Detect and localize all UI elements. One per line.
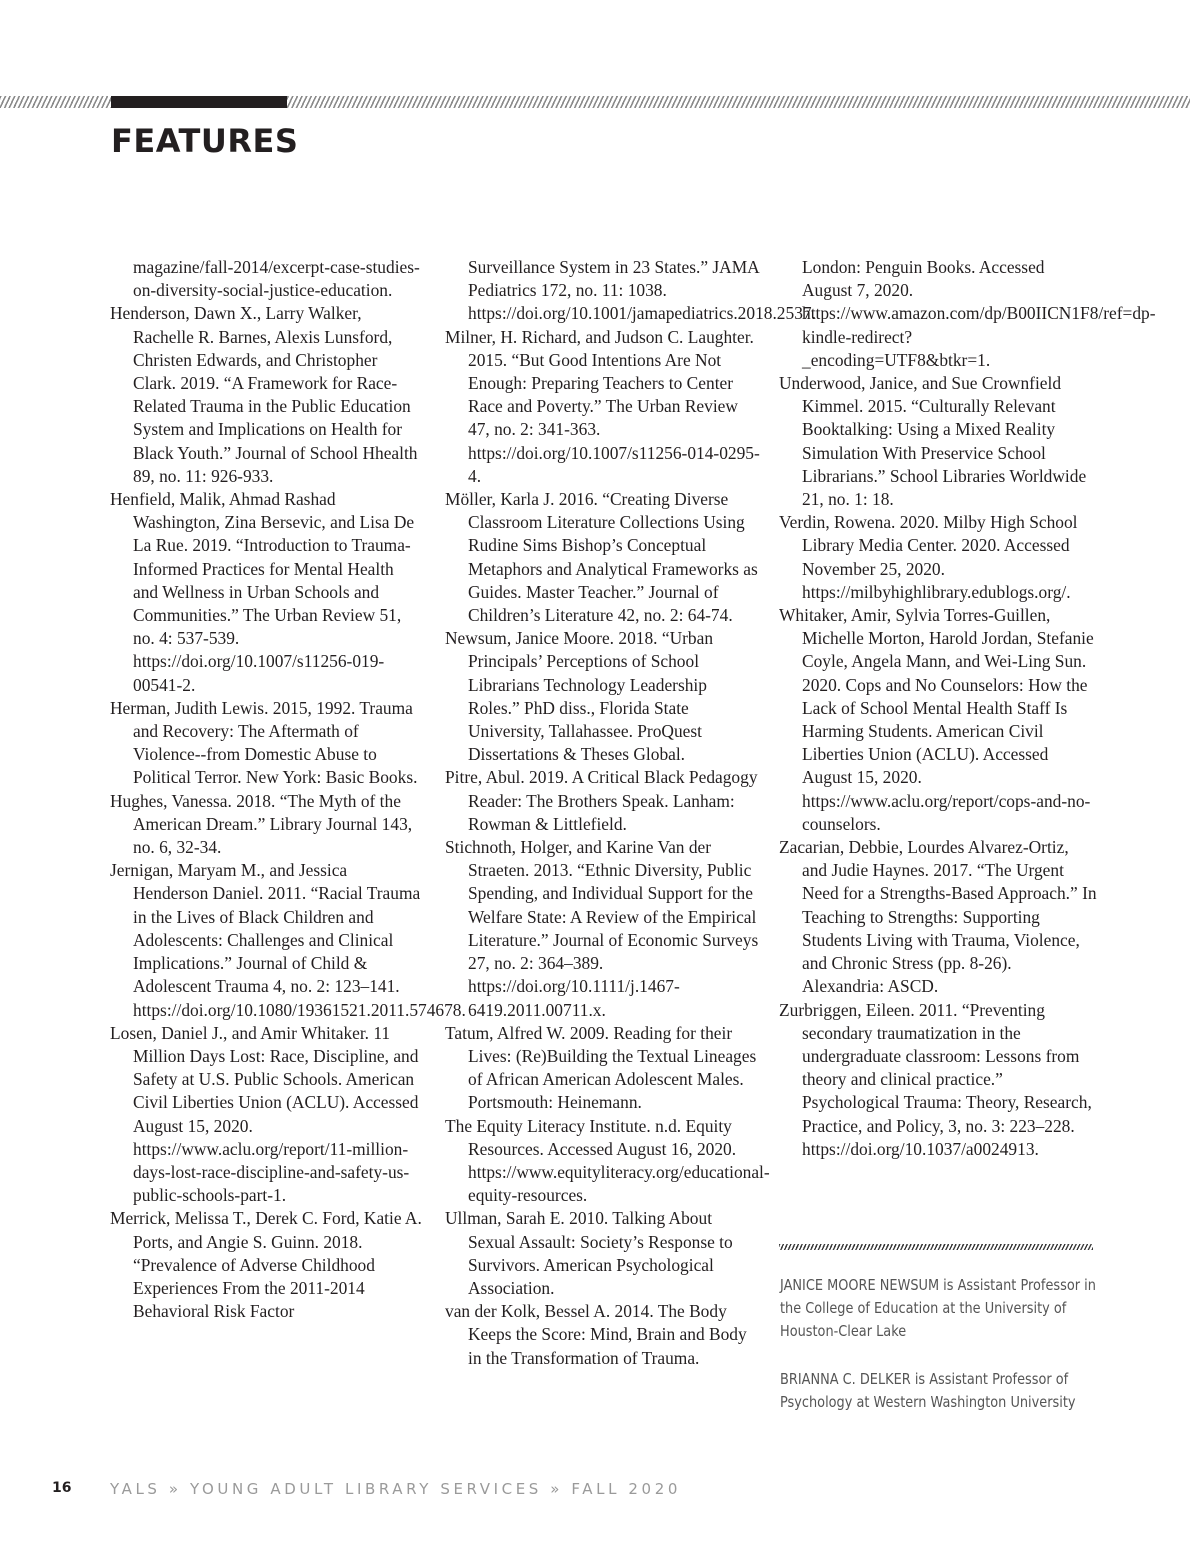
reference-entry: Jernigan, Maryam M., and Jessica Henderson Daniel. 2011. “Racial Trauma in the Lives of Black Children and Adolescents: Challenges and Clinical Implications.” Journal of Child & Adolescent Trauma 4, no. 2: 123–141. https://doi.org/10.1080/19361521.2011.574678.	[110, 860, 466, 1020]
reference-entry: Henderson, Dawn X., Larry Walker, Rachelle R. Barnes, Alexis Lunsford, Christen Edwards, and Christopher Clark. 2019. “A Framework for Race-Related Trauma in the Public Education System and Implications on Health for Black Youth.” Journal of School Hhealth 89, no. 11: 926-933.	[110, 303, 418, 486]
references-column-2	[445, 256, 816, 1370]
reference-entry: Pitre, Abul. 2019. A Critical Black Pedagogy Reader: The Brothers Speak. Lanham: Rowman & Littlefield.	[445, 767, 758, 834]
reference-entry: Zurbriggen, Eileen. 2011. “Preventing secondary traumatization in the undergraduate classroom: Lessons from theory and clinical practice.” Psychological Trauma: Theory, Research, Practice, and Policy, 3, no. 3: 223–228. https://doi.org/10.1037/a0024913.	[779, 999, 1092, 1159]
reference-entry: The Equity Literacy Institute. n.d. Equity Resources. Accessed August 16, 2020. https://www.equityliteracy.org/educational-equity-resources.	[445, 1115, 770, 1206]
reference-entry: Herman, Judith Lewis. 2015, 1992. Trauma and Recovery: The Aftermath of Violence--from Domestic Abuse to Political Terror. New York: Basic Books.	[110, 697, 418, 788]
header-accent-bar	[111, 96, 287, 108]
page-number: 16	[52, 1480, 72, 1496]
reference-entry: Merrick, Melissa T., Derek C. Ford, Katie A. Ports, and Angie S. Guinn. 2018. “Prevalence of Adverse Childhood Experiences From the 2011-2014 Behavioral Risk Factor	[110, 1208, 422, 1322]
reference-entry: Zacarian, Debbie, Lourdes Alvarez-Ortiz, and Judie Haynes. 2017. “The Urgent Need for a Strengths-Based Approach.” In Teaching to Strengths: Supporting Students Living with Trauma, Violence, and Chronic Stress (pp. 8-26). Alexandria: ASCD.	[779, 837, 1097, 997]
reference-entry: London: Penguin Books. Accessed August 7, 2020. https://www.amazon.com/dp/B00IICN1F8/ref=dp-kindle-redirect?_encoding=UTF8&btkr=1.	[802, 257, 1156, 370]
reference-entry: Verdin, Rowena. 2020. Milby High School Library Media Center. 2020. Accessed November 25, 2020. https://milbyhighlibrary.edublogs.org/.	[779, 512, 1078, 602]
author-bio: BRIANNA C. DELKER is Assistant Professor of Psychology at Western Washington University	[780, 1370, 1076, 1412]
references-column-3	[779, 256, 1156, 1161]
author-bio: JANICE MOORE NEWSUM is Assistant Professor in the College of Education at the University of Houston-Clear Lake	[780, 1276, 1096, 1341]
reference-entry: Tatum, Alfred W. 2009. Reading for their Lives: (Re)Building the Textual Lineages of African American Adolescent Males. Portsmouth: Heinemann.	[445, 1022, 757, 1113]
reference-entry: Hughes, Vanessa. 2018. “The Myth of the American Dream.” Library Journal 143, no. 6, 32-34.	[110, 790, 413, 858]
page-footer	[0, 1478, 1200, 1504]
reference-entry: Ullman, Sarah E. 2010. Talking About Sexual Assault: Society’s Response to Survivors. American Psychological Association.	[445, 1208, 733, 1298]
running-title: YALS » YOUNG ADULT LIBRARY SERVICES » FALL 2020	[110, 1480, 681, 1498]
section-title: FEATURES	[111, 122, 299, 160]
reference-entry: Stichnoth, Holger, and Karine Van der Straeten. 2013. “Ethnic Diversity, Public Spending, and Individual Support for the Welfare State: A Review of the Empirical Literature.” Journal of Economic Surveys 27, no. 2: 364–389. https://doi.org/10.1111/j.1467-6419.2011.00711.x.	[445, 837, 759, 1020]
bio-divider	[779, 1244, 1093, 1250]
reference-entry: Milner, H. Richard, and Judson C. Laughter. 2015. “But Good Intentions Are Not Enough: Preparing Teachers to Center Race and Poverty.” The Urban Review 47, no. 2: 341-363. https://doi.org/10.1007/s11256-014-0295-4.	[445, 326, 760, 486]
reference-entry: magazine/fall-2014/excerpt-case-studies-on-diversity-social-justice-education.	[133, 257, 420, 301]
reference-entry: Underwood, Janice, and Sue Crownfield Kimmel. 2015. “Culturally Relevant Booktalking: Using a Mixed Reality Simulation With Preservice School Librarians.” School Libraries Worldwide 21, no. 1: 18.	[779, 373, 1087, 510]
reference-entry: Surveillance System in 23 States.” JAMA Pediatrics 172, no. 11: 1038. https://doi.org/10.1001/jamapediatrics.2018.2537.	[468, 257, 816, 324]
reference-entry: Whitaker, Amir, Sylvia Torres-Guillen, Michelle Morton, Harold Jordan, Stefanie Coyle, Angela Mann, and Wei-Ling Sun. 2020. Cops and No Counselors: How the Lack of School Mental Health Staff Is Harming Students. American Civil Liberties Union (ACLU). Accessed August 15, 2020. https://www.aclu.org/report/cops-and-no-counselors.	[779, 605, 1094, 834]
reference-entry: Henfield, Malik, Ahmad Rashad Washington, Zina Bersevic, and Lisa De La Rue. 2019. “Introduction to Trauma-Informed Practices for Mental Health and Wellness in Urban Schools and Communities.” The Urban Review 51, no. 4: 537-539. https://doi.org/10.1007/s11256-019-00541-2.	[110, 489, 415, 695]
reference-entry: Möller, Karla J. 2016. “Creating Diverse Classroom Literature Collections Using Rudine Sims Bishop’s Conceptual Metaphors and Analytical Frameworks as Guides. Master Teacher.” Journal of Children’s Literature 42, no. 2: 64-74.	[445, 489, 758, 626]
reference-entry: van der Kolk, Bessel A. 2014. The Body Keeps the Score: Mind, Brain and Body in the Transformation of Trauma.	[445, 1301, 747, 1368]
reference-entry: Losen, Daniel J., and Amir Whitaker. 11 Million Days Lost: Race, Discipline, and Safety at U.S. Public Schools. American Civil Liberties Union (ACLU). Accessed August 15, 2020. https://www.aclu.org/report/11-million-days-lost-race-discipline-and-safety-us-public-schools-part-1.	[110, 1022, 419, 1206]
reference-entry: Newsum, Janice Moore. 2018. “Urban Principals’ Perceptions of School Librarians Technology Leadership Roles.” PhD diss., Florida State University, Tallahassee. ProQuest Dissertations & Theses Global.	[445, 628, 714, 765]
references-column-1	[110, 256, 466, 1323]
